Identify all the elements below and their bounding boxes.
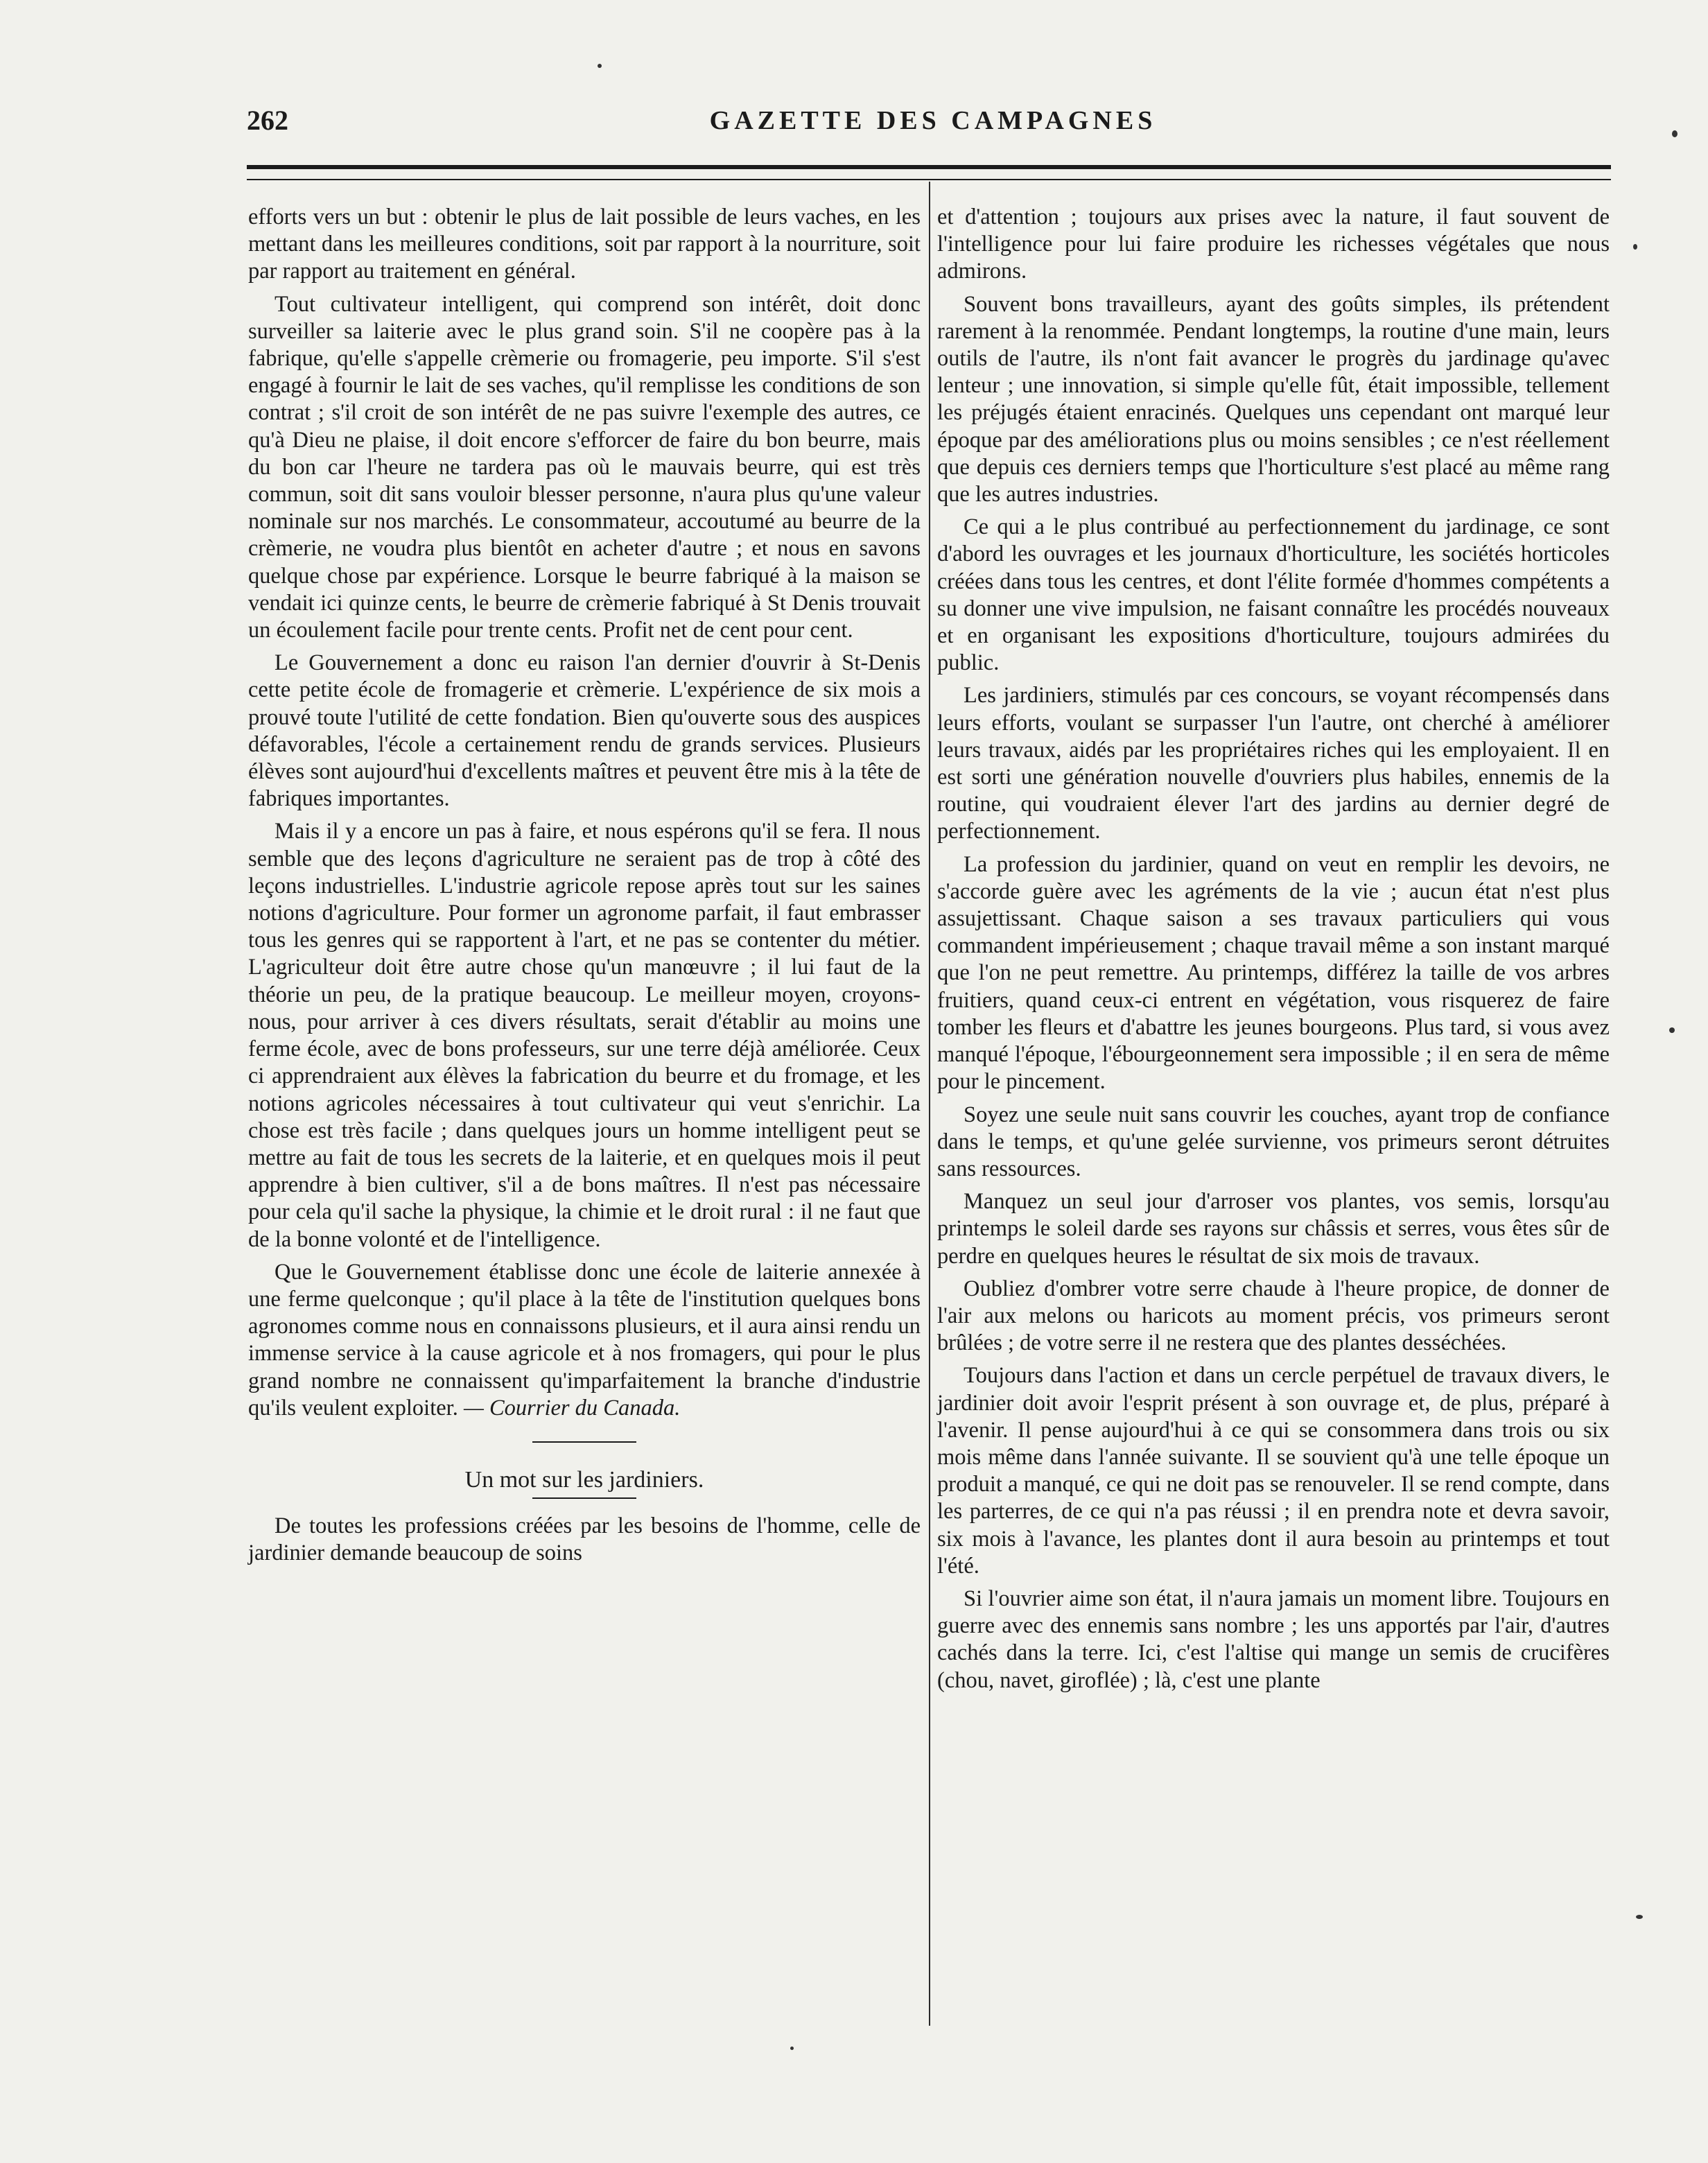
paragraph: De toutes les professions créées par les besoins de l'homme, celle de jardinier demande beaucoup de soins — [248, 1513, 921, 1566]
paragraph-text: Que le Gouvernement établisse donc une école de laiterie annexée à une ferme quelconque ; qu'il place à la tête de l'institution quelques bons agronomes comme nous en connaissons plusieurs, et il aura ainsi rendu un immense service à la cause agricole et à nos fromagers, qui pour le plus grand nombre ne connaissent qu'imparfaitement la branche d'industrie qu'ils veulent exploiter. — [248, 1259, 921, 1421]
print-speck — [598, 64, 602, 68]
print-speck — [790, 2047, 794, 2050]
paragraph: Mais il y a encore un pas à faire, et nous espérons qu'il se fera. Il nous semble que des leçons d'agriculture ne seraient pas de trop à côté des leçons industrielles. L'industrie agricole repose après tout sur les saines notions d'agriculture. Pour former un agronome parfait, il faut embrasser tous les genres qui se rapportent à l'art, et ne pas se contenter du métier. L'agriculteur doit être autre chose qu'un manœuvre ; il lui faut de la théorie un peu, de la pratique beaucoup. Le meilleur moyen, croyons-nous, pour arriver à ces divers résultats, serait d'établir au moins une ferme école, avec de bons professeurs, sur une terre déjà améliorée. Ceux ci apprendraient aux élèves la fabrication du beurre et du fromage, et les notions agricoles nécessaires à tout cultivateur qui veut s'enrichir. La chose est très facile ; dans quelques jours un homme intelligent peut se mettre au fait de tous les secrets de la laiterie, et en quelques mois il peut apprendre à bien cultiver, s'il a de bons maîtres. Il n'est pas nécessaire pour cela qu'il sache la physique, la chimie et le droit rural : il ne faut que de la bonne volonté et de l'intelligence. — [248, 819, 921, 1252]
header-rule-thick — [247, 165, 1611, 169]
print-speck — [1672, 130, 1678, 137]
print-speck — [1636, 1915, 1643, 1919]
paragraph: et d'attention ; toujours aux prises avec la nature, il faut souvent de l'intelligence pour lui faire produire les richesses végétales que nous admirons. — [937, 205, 1610, 284]
paragraph: Manquez un seul jour d'arroser vos plantes, vos semis, lorsqu'au printemps le soleil darde ses rayons sur châssis et serres, vous êtes sûr de perdre en quelques heures le résultat de six mois de travaux. — [937, 1189, 1610, 1269]
page-header — [247, 104, 1619, 153]
paragraph — [248, 1259, 921, 1422]
paragraph: Toujours dans l'action et dans un cercle perpétuel de travaux divers, le jardinier doit avoir l'esprit présent à son ouvrage et, de plus, préparé à l'avenir. Il pense aujourd'hui à ce qui se consommera dans trois ou six mois même dans l'année suivante. Il se souvient qu'à une telle époque un produit a manqué, ce qui ne doit pas se renouveler. Il se rend compte, dans les parterres, de ce qui n'a pas réussi ; il en prendra note et devra savoir, six mois à l'avance, les plantes dont il aura besoin au printemps et tout l'été. — [937, 1363, 1610, 1579]
title-underline — [532, 1497, 636, 1499]
paragraph: efforts vers un but : obtenir le plus de lait possible de leurs vaches, en les mettant dans les meilleures conditions, soit par rapport à la nourriture, soit par rapport au traitement en général. — [248, 205, 921, 284]
section-title: Un mot sur les jardiniers. — [464, 1466, 704, 1493]
paragraph: Souvent bons travailleurs, ayant des goûts simples, ils prétendent rarement à la renommée. Pendant longtemps, la routine d'une main, leurs outils de l'autre, ils n'ont fait avancer le progrès du jardinage qu'avec lenteur ; une innovation, si simple qu'elle fût, était impossible, tellement les préjugés étaient enracinés. Quelques uns cependant ont marqué leur époque par des améliorations plus ou moins sensibles ; ce n'est réellement que depuis ces derniers temps que l'horticulture s'est placé au même rang que les autres industries. — [937, 291, 1610, 507]
print-speck — [1669, 1027, 1675, 1033]
paragraph: La profession du jardinier, quand on veut en remplir les devoirs, ne s'accorde guère avec les agréments de la vie ; aucun état n'est plus assujettissant. Chaque saison a ses travaux particuliers qui vous commandent impérieusement ; chaque travail même a son instant marqué que l'on ne peut remettre. Au printemps, différez la taille de vos arbres fruitiers, quand ceux-ci entrent en végétation, vous risquerez de faire tomber les fleurs et d'abattre les jeunes bourgeons. Plus tard, si vous avez manqué l'époque, l'ébourgeonnement sera impossible ; il en sera de même pour le pincement. — [937, 851, 1610, 1095]
paragraph: Si l'ouvrier aime son état, il n'aura jamais un moment libre. Toujours en guerre avec des ennemis sans nombre ; les uns apportés par l'air, d'autres cachés dans la terre. Ici, c'est l'altise qui mange un semis de crucifères (chou, navet, giroflée) ; là, c'est une plante — [937, 1586, 1610, 1693]
paragraph: Le Gouvernement a donc eu raison l'an dernier d'ouvrir à St-Denis cette petite école de fromagerie et crèmerie. L'expérience de six mois a prouvé toute l'utilité de cette fondation. Bien qu'ouverte sous des auspices défavorables, l'école a certainement rendu de grands services. Plusieurs élèves sont aujourd'hui d'excellents maîtres et peuvent être mis à la tête de fabriques importantes. — [248, 650, 921, 812]
right-column — [937, 204, 1610, 1700]
left-column — [248, 204, 921, 1573]
column-divider — [929, 182, 930, 2026]
paragraph: Soyez une seule nuit sans couvrir les couches, ayant trop de confiance dans le temps, et qu'une gelée survienne, vos primeurs seront détruites sans ressources. — [937, 1102, 1610, 1181]
running-title: GAZETTE DES CAMPAGNES — [709, 106, 1157, 135]
paragraph: Les jardiniers, stimulés par ces concours, se voyant récompensés dans leurs efforts, voulant se surpasser l'un l'autre, ont cherché à améliorer leurs travaux, aidés par les propriétaires riches qui les employaient. Il en est sorti une génération nouvelle d'ouvriers plus habiles, ennemis de la routine, qui voudraient élever l'art des jardins au dernier degré de perfectionnement. — [937, 683, 1610, 844]
paragraph: Tout cultivateur intelligent, qui comprend son intérêt, doit donc surveiller sa laiterie avec le plus grand soin. S'il ne coopère pas à la fabrique, qu'elle s'appelle crèmerie ou fromagerie, peu importe. S'il s'est engagé à fournir le lait de ses vaches, qu'il remplisse les conditions de son contrat ; s'il croit de son intérêt de ne pas suivre l'exemple des autres, ce qu'à Dieu ne plaise, il doit encore s'efforcer de faire du bon beurre, mais du bon car l'heure ne tardera pas où le mauvais beurre, qui est très commun, soit dit sans vouloir blesser personne, n'aura plus qu'une valeur nominale sur nos marchés. Le consommateur, accoutumé au beurre de la crèmerie, ne voudra plus bientôt en acheter d'autre ; et nous en savons quelque chose par expérience. Lorsque le beurre fabriqué à la maison se vendait ici quinze cents, le beurre de crèmerie fabriqué à St Denis trouvait un écoulement facile pour trente cents. Profit net de cent pour cent. — [248, 291, 921, 643]
page-number: 262 — [247, 105, 288, 136]
paragraph: Oubliez d'ombrer votre serre chaude à l'heure propice, de donner de l'air aux melons ou haricots au moment précis, vos primeurs seront brûlées ; de votre serre il ne restera que des plantes desséchées. — [937, 1276, 1610, 1356]
header-rule-thin — [247, 179, 1611, 180]
article-source: — Courrier du Canada. — [463, 1395, 681, 1421]
section-separator — [532, 1441, 636, 1443]
paragraph: Ce qui a le plus contribué au perfectionnement du jardinage, ce sont d'abord les ouvrages et les journaux d'horticulture, les sociétés horticoles créées dans tous les centres, et dont l'élite formée d'hommes compétents a su donner une vive impulsion, ne faisant connaître les procédés nouveaux et en organisant les expositions d'horticulture, toujours admirées du public. — [937, 514, 1610, 676]
print-speck — [1633, 244, 1637, 250]
